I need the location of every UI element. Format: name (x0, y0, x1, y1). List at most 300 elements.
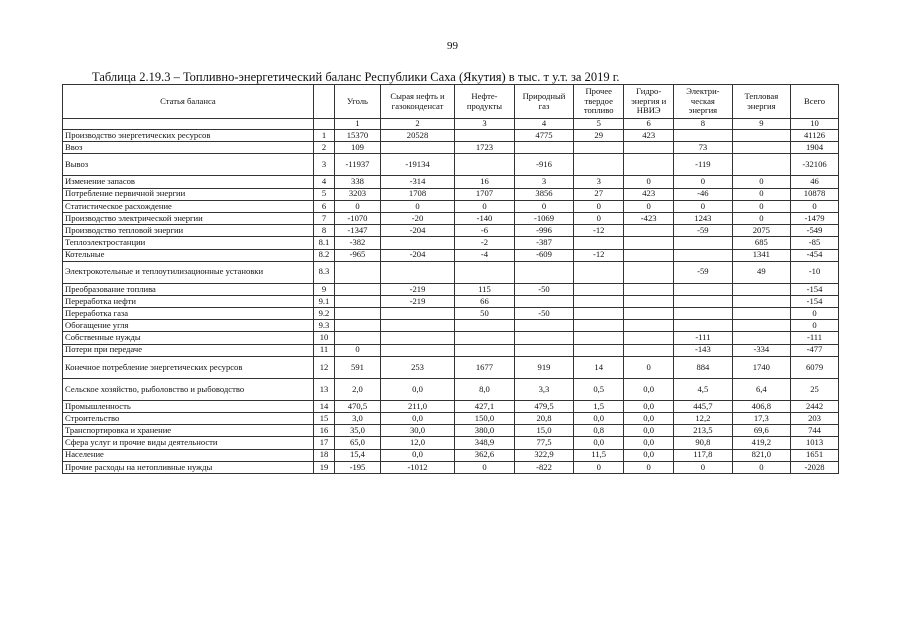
table-cell: -423 (624, 212, 674, 224)
table-cell: -59 (674, 225, 732, 237)
table-cell: 0,0 (624, 378, 674, 400)
table-cell: 0,0 (624, 400, 674, 412)
row-index: 17 (313, 437, 334, 449)
table-row (63, 200, 839, 212)
row-index: 9.2 (313, 308, 334, 320)
table-cell: 0 (335, 344, 381, 356)
table-cell: 3856 (514, 188, 574, 200)
row-label: Сфера услуг и прочие виды деятельности (63, 437, 314, 449)
table-cell (624, 225, 674, 237)
table-cell (732, 283, 790, 295)
table-cell: 3 (514, 176, 574, 188)
table-cell: -12 (574, 249, 624, 261)
table-cell (732, 308, 790, 320)
table-cell: 10878 (791, 188, 839, 200)
table-cell: 0 (732, 200, 790, 212)
table-cell (574, 237, 624, 249)
table-cell (732, 295, 790, 307)
table-row (63, 261, 839, 283)
table-cell (624, 308, 674, 320)
table-cell: 419,2 (732, 437, 790, 449)
table-cell: 211,0 (380, 400, 454, 412)
row-label: Преобразование топлива (63, 283, 314, 295)
column-header (313, 85, 334, 119)
table-cell: 0 (732, 461, 790, 473)
table-cell (732, 332, 790, 344)
table-cell: 20,8 (514, 413, 574, 425)
column-number: 5 (574, 119, 624, 130)
row-index: 1 (313, 130, 334, 142)
table-cell: 0,0 (574, 413, 624, 425)
row-label: Прочие расходы на нетопливные нужды (63, 461, 314, 473)
table-cell (514, 142, 574, 154)
column-header: Сырая нефть и газоконденсат (380, 85, 454, 119)
table-row (63, 212, 839, 224)
column-header: Всего (791, 85, 839, 119)
table-row (63, 308, 839, 320)
table-cell: 29 (574, 130, 624, 142)
table-cell: 3,0 (335, 413, 381, 425)
table-cell (380, 344, 454, 356)
column-number: 10 (791, 119, 839, 130)
table-cell (380, 142, 454, 154)
table-cell: 884 (674, 356, 732, 378)
table-cell: 0 (624, 461, 674, 473)
table-row (63, 237, 839, 249)
table-cell: -965 (335, 249, 381, 261)
row-index: 12 (313, 356, 334, 378)
header-row (63, 85, 839, 119)
table-cell: 0,0 (380, 413, 454, 425)
table-cell: 0,0 (624, 413, 674, 425)
row-label: Производство тепловой энергии (63, 225, 314, 237)
table-cell: 1651 (791, 449, 839, 461)
column-header: Уголь (335, 85, 381, 119)
table-cell: -111 (674, 332, 732, 344)
table-cell (574, 154, 624, 176)
table-cell: -454 (791, 249, 839, 261)
table-cell: -50 (514, 283, 574, 295)
table-cell (514, 320, 574, 332)
row-label: Производство электрической энергии (63, 212, 314, 224)
column-number: 1 (335, 119, 381, 130)
table-cell: 77,5 (514, 437, 574, 449)
table-cell (380, 261, 454, 283)
table-cell (674, 283, 732, 295)
row-index: 18 (313, 449, 334, 461)
row-label: Потребление первичной энергии (63, 188, 314, 200)
table-cell: 0 (574, 461, 624, 473)
table-cell: 213,5 (674, 425, 732, 437)
table-cell: -204 (380, 249, 454, 261)
table-cell: 591 (335, 356, 381, 378)
table-cell (380, 308, 454, 320)
table-cell: 1740 (732, 356, 790, 378)
row-label: Обогащение угля (63, 320, 314, 332)
table-row (63, 461, 839, 473)
table-cell: 253 (380, 356, 454, 378)
table-cell: 66 (455, 295, 515, 307)
table-cell (674, 308, 732, 320)
row-label: Теплоэлектростанции (63, 237, 314, 249)
table-cell (674, 130, 732, 142)
row-index: 19 (313, 461, 334, 473)
table-cell: 0 (732, 188, 790, 200)
table-cell (455, 261, 515, 283)
row-label: Электрокотельные и теплоутилизационные установки (63, 261, 314, 283)
table-cell: 35,0 (335, 425, 381, 437)
row-label: Строительство (63, 413, 314, 425)
table-cell: 8,0 (455, 378, 515, 400)
table-cell (624, 320, 674, 332)
row-index: 5 (313, 188, 334, 200)
table-cell: 0 (791, 200, 839, 212)
table-row (63, 142, 839, 154)
table-cell: -20 (380, 212, 454, 224)
table-row (63, 283, 839, 295)
table-cell: 0 (455, 461, 515, 473)
table-cell: 0 (380, 200, 454, 212)
row-label: Собственные нужды (63, 332, 314, 344)
table-cell: 338 (335, 176, 381, 188)
column-header: Гидро-энергия и НВИЭ (624, 85, 674, 119)
table-cell (574, 295, 624, 307)
table-cell: 15370 (335, 130, 381, 142)
table-cell: -12 (574, 225, 624, 237)
table-cell: 14 (574, 356, 624, 378)
row-label: Переработка нефти (63, 295, 314, 307)
column-header: Нефте-продукты (455, 85, 515, 119)
table-cell: 0,0 (574, 437, 624, 449)
table-caption: Таблица 2.19.3 – Топливно-энергетический баланс Республики Саха (Якутия) в тыс. т у.т. за 2019 г. (92, 70, 620, 84)
row-index: 8.2 (313, 249, 334, 261)
table-cell (732, 154, 790, 176)
table-row (63, 378, 839, 400)
row-index: 6 (313, 200, 334, 212)
table-row (63, 425, 839, 437)
table-cell (514, 295, 574, 307)
row-label: Сельское хозяйство, рыболовство и рыбоводство (63, 378, 314, 400)
table-cell: 1708 (380, 188, 454, 200)
table-cell: 423 (624, 188, 674, 200)
table-cell (624, 344, 674, 356)
table-cell: 362,6 (455, 449, 515, 461)
table-cell: 348,9 (455, 437, 515, 449)
table-cell (624, 249, 674, 261)
table-cell: 1341 (732, 249, 790, 261)
table-cell (514, 332, 574, 344)
row-index: 14 (313, 400, 334, 412)
table-cell: -11937 (335, 154, 381, 176)
column-number: 4 (514, 119, 574, 130)
table-cell: 1723 (455, 142, 515, 154)
table-cell: 73 (674, 142, 732, 154)
row-label: Вывоз (63, 154, 314, 176)
table-cell: -609 (514, 249, 574, 261)
column-number (63, 119, 314, 130)
table-cell (674, 249, 732, 261)
table-cell: 25 (791, 378, 839, 400)
table-cell: 821,0 (732, 449, 790, 461)
column-number-row (63, 119, 839, 130)
table-cell: 479,5 (514, 400, 574, 412)
table-cell: 3203 (335, 188, 381, 200)
row-index: 9.3 (313, 320, 334, 332)
row-label: Производство энергетических ресурсов (63, 130, 314, 142)
row-index: 8 (313, 225, 334, 237)
table-cell: -822 (514, 461, 574, 473)
table-row (63, 344, 839, 356)
table-row (63, 225, 839, 237)
table-cell (732, 142, 790, 154)
table-cell: -334 (732, 344, 790, 356)
column-number: 8 (674, 119, 732, 130)
table-cell: 1013 (791, 437, 839, 449)
table-cell: 150,0 (455, 413, 515, 425)
table-cell (574, 142, 624, 154)
row-index: 9 (313, 283, 334, 295)
table-cell: 0 (674, 200, 732, 212)
table-cell: -382 (335, 237, 381, 249)
table-cell: 0,0 (624, 449, 674, 461)
table-cell: 427,1 (455, 400, 515, 412)
table-cell: -477 (791, 344, 839, 356)
table-cell: -2028 (791, 461, 839, 473)
row-label: Потери при передаче (63, 344, 314, 356)
table-cell: 0 (574, 200, 624, 212)
row-index: 8.3 (313, 261, 334, 283)
table-cell (624, 154, 674, 176)
table-cell (624, 283, 674, 295)
row-label: Конечное потребление энергетических ресурсов (63, 356, 314, 378)
table-cell: 203 (791, 413, 839, 425)
table-cell: 0,0 (624, 425, 674, 437)
table-cell: 445,7 (674, 400, 732, 412)
row-index: 16 (313, 425, 334, 437)
table-row (63, 437, 839, 449)
table-cell: 0 (335, 200, 381, 212)
table-cell: -1479 (791, 212, 839, 224)
table-cell: 17,3 (732, 413, 790, 425)
table-cell: 3,3 (514, 378, 574, 400)
table-cell (574, 344, 624, 356)
table-cell: 0 (624, 176, 674, 188)
table-cell: -50 (514, 308, 574, 320)
table-cell: -219 (380, 283, 454, 295)
table-cell: 41126 (791, 130, 839, 142)
table-cell: 46 (791, 176, 839, 188)
table-cell: 6,4 (732, 378, 790, 400)
table-cell: 0,0 (380, 378, 454, 400)
column-header: Прочее твердое топливо (574, 85, 624, 119)
table-cell: 470,5 (335, 400, 381, 412)
table-cell: 2075 (732, 225, 790, 237)
table-cell: -195 (335, 461, 381, 473)
column-number: 2 (380, 119, 454, 130)
column-number: 3 (455, 119, 515, 130)
table-cell: 0 (455, 200, 515, 212)
table-cell: -32106 (791, 154, 839, 176)
table-cell: 117,8 (674, 449, 732, 461)
table-cell (732, 320, 790, 332)
table-cell: 109 (335, 142, 381, 154)
row-label: Изменение запасов (63, 176, 314, 188)
table-row (63, 188, 839, 200)
table-cell: -204 (380, 225, 454, 237)
table-cell (574, 283, 624, 295)
table-cell (674, 295, 732, 307)
table-cell: 15,4 (335, 449, 381, 461)
table-cell (335, 283, 381, 295)
table-cell (455, 154, 515, 176)
table-cell (574, 320, 624, 332)
table-cell: 919 (514, 356, 574, 378)
table-cell (380, 320, 454, 332)
table-cell: 50 (455, 308, 515, 320)
row-index: 3 (313, 154, 334, 176)
row-index: 11 (313, 344, 334, 356)
table-cell (335, 295, 381, 307)
table-cell: 12,2 (674, 413, 732, 425)
table-cell: 0,0 (380, 449, 454, 461)
row-label: Транспортировка и хранение (63, 425, 314, 437)
table-cell: 0 (732, 212, 790, 224)
table-cell: -549 (791, 225, 839, 237)
column-header: Природный газ (514, 85, 574, 119)
table-cell (380, 332, 454, 344)
table-cell (455, 320, 515, 332)
table-cell: -154 (791, 283, 839, 295)
table-cell: 16 (455, 176, 515, 188)
table-row (63, 249, 839, 261)
column-number (313, 119, 334, 130)
table-row (63, 400, 839, 412)
table-cell: 380,0 (455, 425, 515, 437)
row-index: 2 (313, 142, 334, 154)
table-cell: -2 (455, 237, 515, 249)
table-cell: 2442 (791, 400, 839, 412)
table-cell: 27 (574, 188, 624, 200)
row-index: 10 (313, 332, 334, 344)
row-label: Население (63, 449, 314, 461)
table-cell (514, 344, 574, 356)
table-row (63, 332, 839, 344)
table-cell: -46 (674, 188, 732, 200)
row-index: 7 (313, 212, 334, 224)
table-cell (574, 261, 624, 283)
table-row (63, 154, 839, 176)
table-row (63, 449, 839, 461)
table-cell (455, 332, 515, 344)
table-cell: 0 (674, 461, 732, 473)
table-cell: 406,8 (732, 400, 790, 412)
table-cell (732, 130, 790, 142)
table-cell: 4775 (514, 130, 574, 142)
table-cell: 0 (791, 308, 839, 320)
table-row (63, 320, 839, 332)
table-cell: 1677 (455, 356, 515, 378)
table-cell: -111 (791, 332, 839, 344)
table-cell: -154 (791, 295, 839, 307)
table-cell: -996 (514, 225, 574, 237)
table-cell (574, 332, 624, 344)
table-cell: 0,8 (574, 425, 624, 437)
table-row (63, 413, 839, 425)
table-cell: -1347 (335, 225, 381, 237)
table-cell: 30,0 (380, 425, 454, 437)
table-cell: -85 (791, 237, 839, 249)
row-label: Промышленность (63, 400, 314, 412)
table-cell (380, 237, 454, 249)
table-cell: 0 (574, 212, 624, 224)
table-cell: 69,6 (732, 425, 790, 437)
page-number: 99 (447, 40, 458, 52)
table-cell: 20528 (380, 130, 454, 142)
table-cell: -916 (514, 154, 574, 176)
table-cell: -314 (380, 176, 454, 188)
table-cell: -19134 (380, 154, 454, 176)
table-cell: 0 (624, 356, 674, 378)
table-cell (335, 320, 381, 332)
row-label: Котельные (63, 249, 314, 261)
row-index: 4 (313, 176, 334, 188)
table-cell: 65,0 (335, 437, 381, 449)
table-cell (674, 237, 732, 249)
table-cell: -387 (514, 237, 574, 249)
table-row (63, 295, 839, 307)
table-cell: 2,0 (335, 378, 381, 400)
table-cell (514, 261, 574, 283)
table-cell: 1,5 (574, 400, 624, 412)
column-number: 6 (624, 119, 674, 130)
table-cell (335, 261, 381, 283)
table-cell: -219 (380, 295, 454, 307)
table-cell: 12,0 (380, 437, 454, 449)
table-cell: 3 (574, 176, 624, 188)
table-row (63, 130, 839, 142)
table-cell (624, 332, 674, 344)
row-label: Ввоз (63, 142, 314, 154)
table-cell: 0 (514, 200, 574, 212)
fuel-energy-balance-table (62, 84, 839, 474)
table-cell: 423 (624, 130, 674, 142)
row-index: 9.1 (313, 295, 334, 307)
table-cell: 11,5 (574, 449, 624, 461)
table-cell: -140 (455, 212, 515, 224)
table-cell (455, 130, 515, 142)
table-cell: -10 (791, 261, 839, 283)
table-row (63, 176, 839, 188)
table-cell: 685 (732, 237, 790, 249)
table-cell: 4,5 (674, 378, 732, 400)
row-label: Переработка газа (63, 308, 314, 320)
table-cell (624, 237, 674, 249)
table-cell: 0,0 (624, 437, 674, 449)
table-cell: 744 (791, 425, 839, 437)
table-cell (674, 320, 732, 332)
row-index: 15 (313, 413, 334, 425)
table-cell: 0 (674, 176, 732, 188)
table-cell: 322,9 (514, 449, 574, 461)
table-cell (624, 295, 674, 307)
table-cell: 15,0 (514, 425, 574, 437)
table-cell: -1070 (335, 212, 381, 224)
column-header: Тепловая энергия (732, 85, 790, 119)
row-index: 8.1 (313, 237, 334, 249)
table-cell (455, 344, 515, 356)
table-cell: 90,8 (674, 437, 732, 449)
row-label: Статистическое расхождение (63, 200, 314, 212)
